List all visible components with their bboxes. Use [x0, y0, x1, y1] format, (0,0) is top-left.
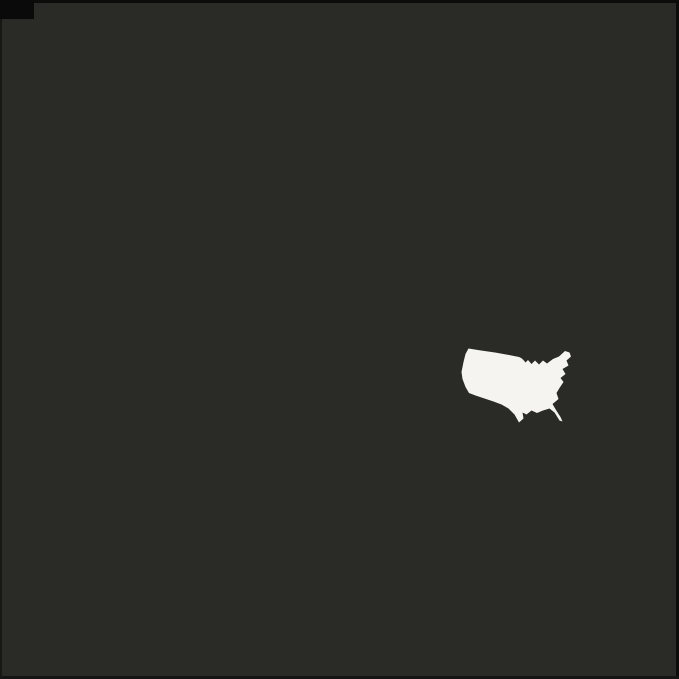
- us-map-icon: [461, 347, 574, 423]
- label-edge-left: [0, 0, 2, 679]
- made-in-us-block: [367, 347, 667, 438]
- label-edge-top: [0, 0, 679, 3]
- corner-crop-mark: [0, 0, 34, 19]
